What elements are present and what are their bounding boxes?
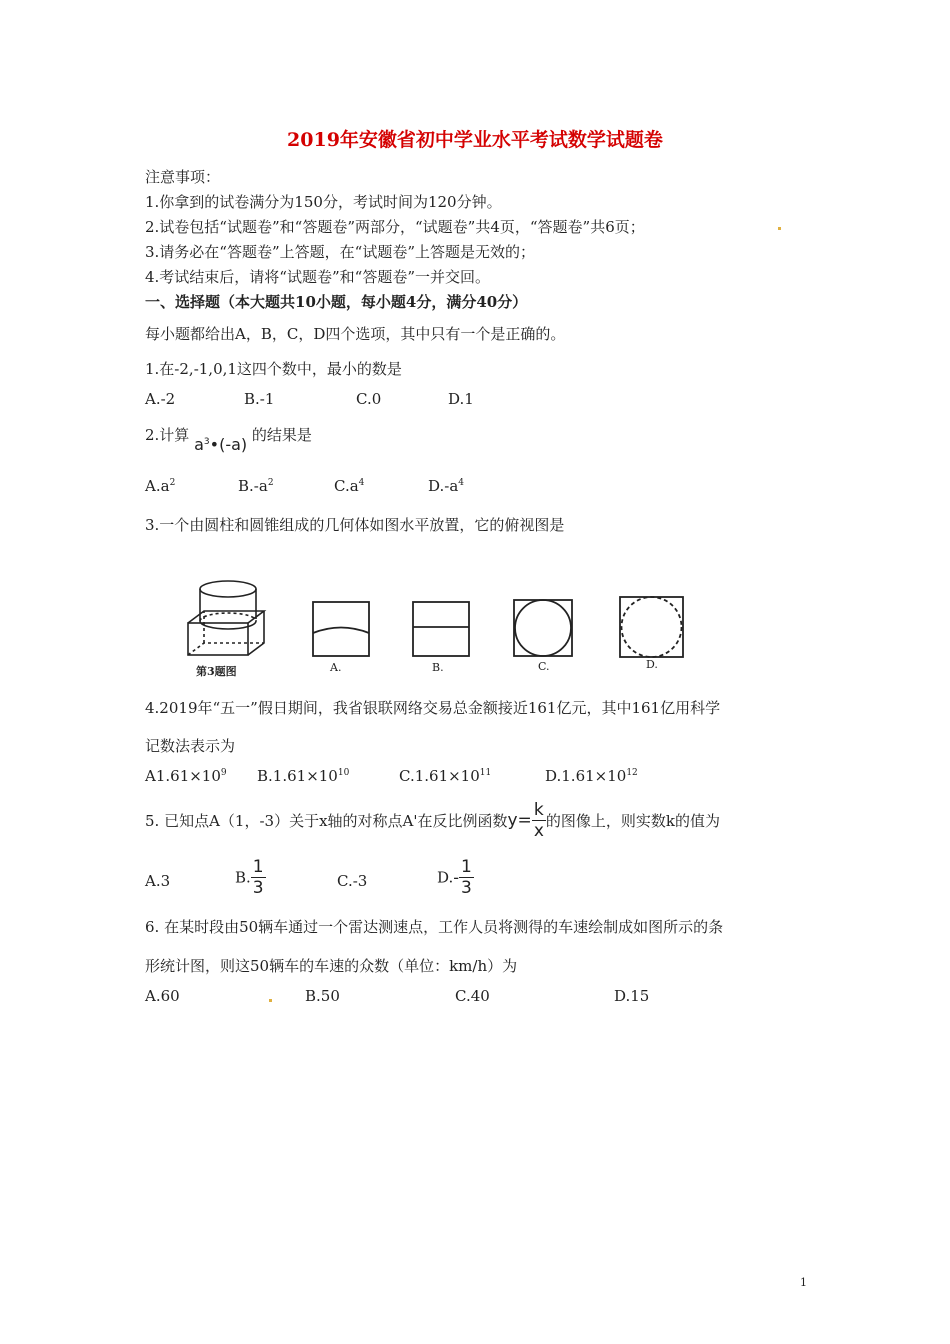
- q6-option-a: A.60: [145, 987, 180, 1005]
- q4-option-c: $C.1.61\times 10^{11}$: [399, 767, 492, 785]
- page-title: 2019年安徽省初中学业水平考试数学试题卷: [287, 129, 663, 151]
- q4-stem-line1: 4.2019年“五一”假日期间，我省银联网络交易总金额接近161亿元，其中161亿用科学: [145, 699, 721, 717]
- q3-option-a-figure: [313, 602, 369, 656]
- q3-stem: 3.一个由圆柱和圆锥组成的几何体如图水平放置，它的俯视图是: [145, 516, 565, 534]
- q4-option-b: $B.1.61\times 10^{10}$: [257, 767, 350, 785]
- q3-label-b: B.: [432, 661, 444, 674]
- note-item-4: 4.考试结束后，请将“试题卷”和“答题卷”一并交回。: [145, 268, 490, 286]
- q3-option-d-figure: [620, 597, 683, 657]
- q1-stem: 1.在-2,-1,0,1这四个数中，最小的数是: [145, 360, 402, 378]
- q5-stem-pre: 5. 已知点A（1，-3）关于x轴的对称点A'在反比例函数: [145, 812, 508, 830]
- stray-mark: [269, 999, 272, 1002]
- notes-heading: 注意事项：: [145, 168, 221, 186]
- note-item-2: 2.试卷包括“试题卷”和“答题卷”两部分，“试题卷”共4页，“答题卷”共6页；: [145, 218, 645, 236]
- q5-option-c: C.-3: [337, 872, 368, 890]
- q1-option-c: C.0: [356, 390, 382, 408]
- q6-stem-line1: 6. 在某时段由50辆车通过一个雷达测速点，工作人员将测得的车速绘制成如图所示的条: [145, 918, 724, 936]
- section-intro: 每小题都给出A，B，C，D四个选项，其中只有一个是正确的。: [145, 325, 566, 343]
- q1-option-a: A.-2: [145, 390, 176, 408]
- note-item-3: 3.请务必在“答题卷”上答题，在“试题卷”上答题是无效的；: [145, 243, 535, 261]
- q5-stem: [145, 800, 720, 841]
- page-number: 1: [800, 1276, 807, 1289]
- q1-option-d: D.1: [448, 390, 474, 408]
- q3-label-a: A.: [330, 661, 342, 674]
- q6-option-b: B.50: [305, 987, 340, 1005]
- q4-stem-line2: 记数法表示为: [145, 737, 236, 755]
- q4-option-a: $A1.61\times 10^9$: [145, 767, 227, 785]
- q2-stem-pre: 2.计算: [145, 426, 190, 444]
- note-item-1: 1.你拿到的试卷满分为150分，考试时间为120分钟。: [145, 193, 502, 211]
- q5-option-a: A.3: [145, 872, 171, 890]
- q6-stem-line2: 形统计图，则这50辆车的车速的众数（单位：km/h）为: [145, 957, 518, 975]
- q4-option-d: $D.1.61\times 10^{12}$: [545, 767, 638, 785]
- q2-stem: [145, 424, 312, 454]
- q3-label-d: D.: [646, 658, 658, 671]
- q5-option-b: B. $\frac{1}{3}$: [235, 857, 264, 898]
- q2-expression: $a^3•(-a)$: [194, 435, 248, 454]
- q3-option-b-figure: [413, 602, 469, 656]
- q5-func-lhs: y=: [507, 810, 532, 831]
- q6-option-c: C.40: [455, 987, 490, 1005]
- q2-option-b: $B.-a^2$: [238, 477, 274, 495]
- q3-label-c: C.: [538, 660, 550, 673]
- q5-func-fraction: $\frac{k}{x}$: [533, 800, 544, 841]
- q2-option-c: $C.a^4$: [334, 477, 365, 495]
- section-heading: 一、选择题（本大题共10小题，每小题4分，满分40分）: [145, 293, 528, 311]
- q5-option-d: D.- $\frac{1}{3}$: [437, 857, 472, 898]
- q2-option-d: $D.-a^4$: [428, 477, 465, 495]
- stray-mark: [778, 227, 781, 230]
- q3-figure-caption: 第3题图: [196, 665, 237, 678]
- q3-option-c-figure: [514, 600, 572, 656]
- q2-stem-post: 的结果是: [251, 426, 312, 444]
- q2-option-a: $A.a^2$: [145, 477, 176, 495]
- q5-stem-post: 的图像上，则实数k的值为: [545, 812, 720, 830]
- q6-option-d: D.15: [614, 987, 650, 1005]
- q3-solid-figure: [188, 581, 264, 655]
- q1-option-b: B.-1: [244, 390, 275, 408]
